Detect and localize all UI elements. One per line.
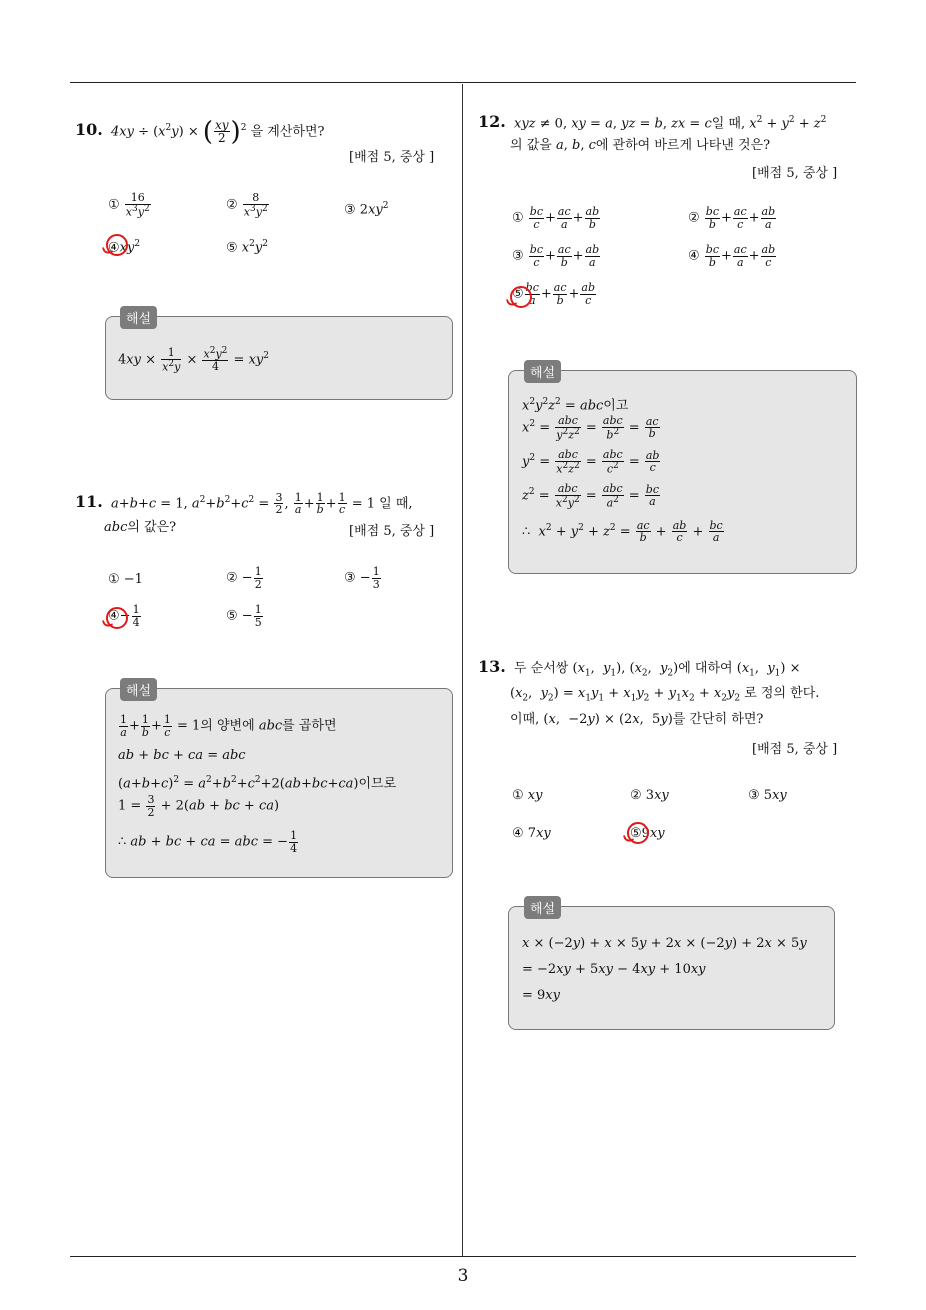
q13-explanation-line-2: = −2xy + 5xy − 4xy + 10xy: [522, 962, 706, 977]
q13-option-3[interactable]: ③ 5xy: [748, 788, 787, 803]
q10-stem: 10. $4xy \div (x^2y)$ × ( $\frac{xy}{2}$ )$^2$ 을 계산하면?: [75, 116, 325, 147]
column-divider: [462, 84, 463, 1256]
q11-explanation-line-4: 1 = $\frac{3}{2}$ + 2(ab + bc + ca): [118, 793, 280, 819]
q13-explanation-line-3: = 9xy: [522, 988, 560, 1003]
q12-explanation-line-2: $x^2$ = $\frac{\text{abc}}{y^2z^2}$ = $\frac{\text{abc}}{b^2}$ = $\frac{ac}{b}$: [522, 413, 659, 442]
q13-option-5[interactable]: ⑤9xy: [630, 826, 665, 841]
q13-stem-line3: 이때, (x, −2y) × (2x, 5y)를 간단히 하면?: [510, 712, 764, 727]
q13-meta: [배점 5, 중상 ]: [752, 742, 838, 757]
q10-option-4[interactable]: $④xy^2$: [108, 239, 141, 256]
q10-option-1[interactable]: ① $\frac{16}{x^3y^2}$: [108, 191, 150, 219]
q10-option-2[interactable]: ② $\frac{8}{x^3y^2}$: [226, 191, 268, 219]
answer-mark-circle: [106, 234, 128, 256]
q12-explanation-line-3: $y^2$ = $\frac{\text{abc}}{x^2z^2}$ = $\frac{\text{abc}}{c^2}$ = $\frac{ab}{c}$: [522, 447, 660, 476]
q12-stem-line2: 의 값을 a, b, c에 관하여 바르게 나타낸 것은?: [510, 138, 771, 153]
q11-explanation-line-2: ab + bc + ca = abc: [118, 748, 246, 763]
top-rule: [70, 82, 856, 83]
q11-option-4[interactable]: ④− $\frac{1}{4}$: [108, 603, 140, 629]
q11-option-3[interactable]: ③ − $\frac{1}{3}$: [344, 565, 380, 591]
q13-stem: 13. 두 순서쌍 ($x_1$, $y_1$), ($x_2$, $y_2$)에 대하여 ($x_1$, $y_1$) ×: [478, 657, 801, 679]
q12-option-2[interactable]: ② $\frac{bc}{b}$ + $\frac{ac}{c}$ + $\frac{ab}{a}$: [688, 205, 776, 231]
q12-meta: [배점 5, 중상 ]: [752, 166, 838, 181]
q12-option-3[interactable]: ③ $\frac{bc}{c}$ + $\frac{ac}{b}$ + $\frac{ab}{a}$: [512, 243, 600, 269]
q13-explanation-tag: 해설: [524, 896, 561, 919]
q10-option-5[interactable]: ⑤ $x^2y^2$: [226, 239, 268, 256]
q11-explanation-line-5: ∴ ab + bc + ca = abc = − $\frac{1}{4}$: [118, 829, 298, 855]
q11-stem-line2: abc의 값은?: [104, 520, 177, 535]
q12-stem: 12. xyz ≠ 0, xy = a, yz = b, zx = c일 때, $x^2 + y^2 + z^2$: [478, 112, 827, 132]
q11-option-1[interactable]: ① −1: [108, 572, 143, 587]
q12-explanation-line-1: $x^2y^2z^2$ = abc이고: [522, 397, 629, 414]
q10-meta: [배점 5, 중상 ]: [349, 150, 435, 165]
q11-option-5[interactable]: ⑤ − $\frac{1}{5}$: [226, 603, 262, 629]
bottom-rule: [70, 1256, 856, 1257]
q10-option-3[interactable]: ③ $2xy^2$: [344, 201, 389, 218]
q11-explanation-tag: 해설: [120, 678, 157, 701]
q10-number: 10.: [75, 120, 103, 140]
q11-explanation-line-3: $(a+b+c)^2 = a^2+b^2+c^2+2(ab+bc+ca)$이므로: [118, 775, 397, 792]
q11-option-2[interactable]: ② − $\frac{1}{2}$: [226, 565, 262, 591]
q12-option-1[interactable]: ① $\frac{bc}{c}$ + $\frac{ac}{a}$ + $\frac{ab}{b}$: [512, 205, 600, 231]
q13-stem-line2: ($x_2$, $y_2) = x_1y_1 + x_1y_2 + y_1x_2 + x_2y_2$ 로 정의 한다.: [510, 686, 820, 704]
q11-explanation-line-1: $\frac{1}{a}$ + $\frac{1}{b}$ + $\frac{1}{c}$ = 1의 양변에 abc를 곱하면: [120, 713, 337, 739]
q13-option-1[interactable]: ① xy: [512, 788, 543, 803]
q11-stem: 11. a+b+c = 1, $a^2+b^2+c^2$ = $\frac{3}{2}$ , $\frac{1}{a}$ + $\frac{1}{b}$ + $\frac{1}{c}$ = 1 일 때,: [75, 490, 413, 517]
q12-option-5[interactable]: ⑤ $\frac{bc}{a}$ + $\frac{ac}{b}$ + $\frac{ab}{c}$: [512, 281, 595, 307]
q13-option-4[interactable]: ④ 7xy: [512, 826, 551, 841]
answer-mark-circle: [510, 286, 532, 308]
q12-explanation-line-5: ∴ $x^2 + y^2 + z^2$ = $\frac{ac}{b}$ + $\frac{ab}{c}$ + $\frac{bc}{a}$: [522, 518, 723, 545]
q13-option-2[interactable]: ② 3xy: [630, 788, 669, 803]
q10-explanation-line: 4xy × $\frac{1}{x^2y}$ × $\frac{x^2y^2}{4}$ = $xy^2$: [118, 345, 269, 374]
q12-explanation-tag: 해설: [524, 360, 561, 383]
q10-explanation-tag: 해설: [120, 306, 157, 329]
q12-explanation-line-4: $z^2$ = $\frac{\text{abc}}{x^2y^2}$ = $\frac{\text{abc}}{a^2}$ = $\frac{bc}{a}$: [522, 481, 659, 510]
page-number: 3: [457, 1266, 469, 1286]
q12-option-4[interactable]: ④ $\frac{bc}{b}$ + $\frac{ac}{a}$ + $\frac{ab}{c}$: [688, 243, 776, 269]
q13-explanation-line-1: x × (−2y) + x × 5y + 2x × (−2y) + 2x × 5y: [522, 936, 807, 951]
answer-mark-circle: [106, 607, 128, 629]
q11-meta: [배점 5, 중상 ]: [349, 524, 435, 539]
answer-mark-circle: [627, 822, 649, 844]
